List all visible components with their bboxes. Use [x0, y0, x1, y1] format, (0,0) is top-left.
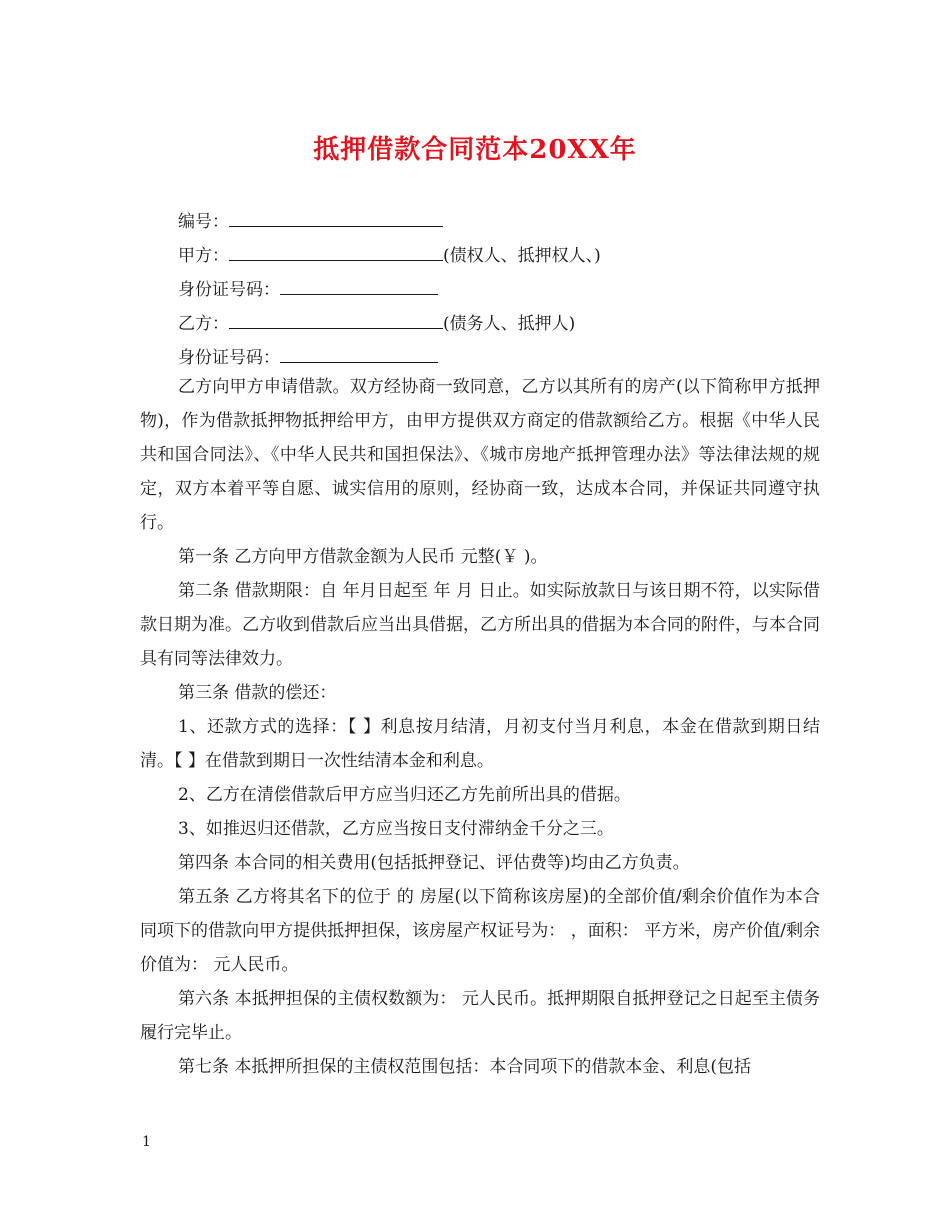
field-party-a-role: (债权人、抵押权人、): [443, 246, 601, 266]
paragraph-article-5: 第五条 乙方将其名下的位于 的 房屋(以下简称该房屋)的全部价值/剩余价值作为本合同项下的借款向甲方提供抵押担保，该房屋产权证号为： ，面积： 平方米，房产价值/剩余价值为： 元人民币。: [140, 887, 820, 975]
field-party-b-id-label: 身份证号码：: [178, 348, 280, 368]
field-party-b: [178, 307, 818, 341]
contract-fields: [178, 205, 818, 375]
field-party-b-label: 乙方：: [178, 314, 229, 334]
field-party-a-id-blank[interactable]: [280, 276, 438, 295]
page-number: 1: [142, 1134, 151, 1150]
field-party-b-blank[interactable]: [229, 310, 443, 329]
field-party-a-id: [178, 273, 818, 307]
contract-body: [140, 370, 820, 1084]
field-party-a: [178, 239, 818, 273]
document-title: 抵押借款合同范本20XX年: [313, 135, 637, 165]
field-party-a-blank[interactable]: [229, 242, 443, 261]
field-number-label: 编号：: [178, 212, 229, 232]
paragraph-article-4: 第四条 本合同的相关费用(包括抵押登记、评估费等)均由乙方负责。: [178, 853, 690, 873]
paragraph-article-3-item-1: 1、还款方式的选择：【 】利息按月结清，月初支付当月利息，本金在借款到期日结清。【 】在借款到期日一次性结清本金和利息。: [140, 717, 820, 771]
paragraph-preamble: 乙方向甲方申请借款。双方经协商一致同意，乙方以其所有的房产(以下简称甲方抵押物)，作为借款抵押物抵押给甲方，由甲方提供双方商定的借款额给乙方。根据《中华人民共和国合同法》、《中华人民共和国担保法》、《城市房地产抵押管理办法》等法律法规的规定，双方本着平等自愿、诚实信用的原则，经协商一致，达成本合同，并保证共同遵守执行。: [140, 377, 820, 533]
paragraph-article-2: 第二条 借款期限：自 年月日起至 年 月 日止。如实际放款日与该日期不符，以实际借款日期为准。乙方收到借款后应当出具借据，乙方所出具的借据为本合同的附件，与本合同具有同等法律效力。: [140, 581, 820, 669]
paragraph-article-7: 第七条 本抵押所担保的主债权范围包括：本合同项下的借款本金、利息(包括: [178, 1057, 752, 1077]
field-party-a-id-label: 身份证号码：: [178, 280, 280, 300]
paragraph-article-3-item-3: 3、如推迟归还借款，乙方应当按日支付滞纳金千分之三。: [178, 819, 614, 839]
field-party-b-role: (债务人、抵押人): [443, 314, 576, 334]
paragraph-article-6: 第六条 本抵押担保的主债权数额为： 元人民币。抵押期限自抵押登记之日起至主债务履行完毕止。: [140, 989, 820, 1043]
paragraph-article-3: 第三条 借款的偿还：: [178, 683, 337, 703]
field-number: [178, 205, 818, 239]
paragraph-article-3-item-2: 2、乙方在清偿借款后甲方应当归还乙方先前所出具的借据。: [178, 785, 631, 805]
field-party-b-id-blank[interactable]: [280, 344, 438, 363]
field-number-blank[interactable]: [229, 208, 443, 227]
field-party-a-label: 甲方：: [178, 246, 229, 266]
paragraph-article-1: 第一条 乙方向甲方借款金额为人民币 元整(￥ )。: [178, 547, 548, 567]
